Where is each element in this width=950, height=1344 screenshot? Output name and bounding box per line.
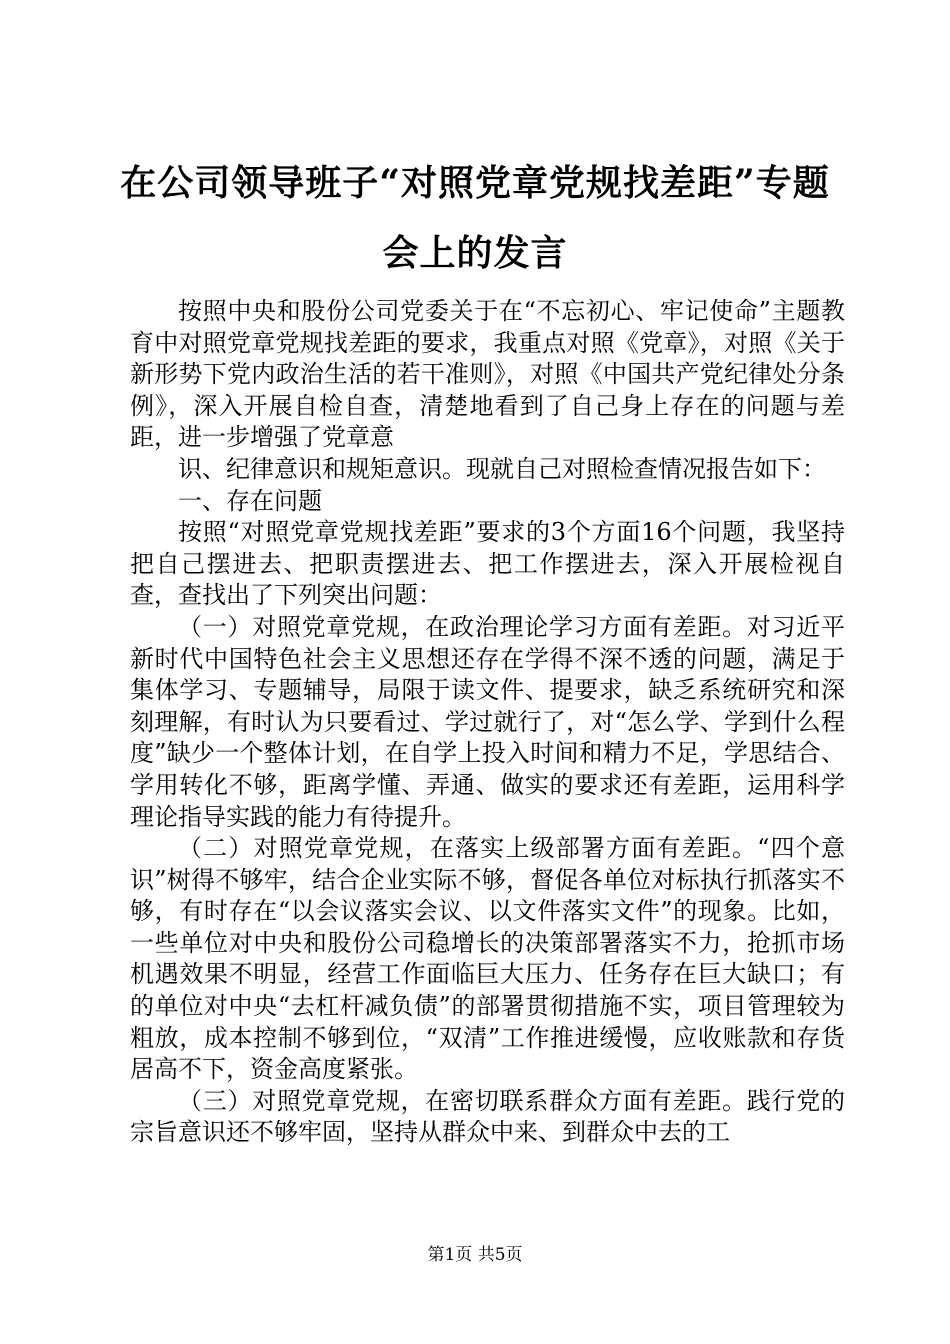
section-heading: 一、存在问题 [178,486,322,515]
paragraph-item-1: （一）对照党章党规，在政治理论学习方面有差距。对习近平新时代中国特色社会主义思想还存在学得不深不透的问题，满足于集体学习、专题辅导，局限于读文件、提要求，缺乏系统研究和深刻理解，有时认为只要看过、学过就行了，对“怎么学、学到什么程度”缺少一个整体计划，在自学上投入时间和精力不足，学思结合、学用转化不够，距离学懂、弄通、做实的要求还有差距，运用科学理论指导实践的能力有待提升。 [130,612,845,831]
paragraph-item-2: （二）对照党章党规，在落实上级部署方面有差距。“四个意识”树得不够牢，结合企业实际不够，督促各单位对标执行抓落实不够，有时存在“以会议落实会议、以文件落实文件”的现象。比如，一些单位对中央和股份公司稳增长的决策部署落实不力，抢抓市场机遇效果不明显，经营工作面临巨大压力、任务存在巨大缺口；有的单位对中央“去杠杆减负债”的部署贯彻措施不实，项目管理较为粗放，成本控制不够到位，“双清”工作推进缓慢，应收账款和存货居高不下，资金高度紧张。 [130,834,845,1084]
document-body [130,296,845,1149]
page-footer: 第1页 共5页 [427,1245,523,1265]
document-title [100,148,850,288]
paragraph-intro: 按照中央和股份公司党委关于在“不忘初心、牢记使命”主题教育中对照党章党规找差距的要求，我重点对照《党章》，对照《关于新形势下党内政治生活的若干准则》，对照《中国共产党纪律处分条例》，深入开展自检自查，清楚地看到了自己身上存在的问题与差距，进一步增强了党章意 [130,297,845,452]
paragraph-overview: 按照“对照党章党规找差距”要求的3个方面16个问题，我坚持把自己摆进去、把职责摆进去、把工作摆进去，深入开展检视自查，查找出了下列突出问题： [130,518,845,610]
paragraph-intro-continued: 识、纪律意识和规矩意识。现就自己对照检查情况报告如下： [178,454,826,483]
title-line-2: 会上的发言 [382,232,568,274]
paragraph-item-3: （三）对照党章党规，在密切联系群众方面有差距。践行党的宗旨意识还不够牢固，坚持从群众中来、到群众中去的工 [130,1086,845,1147]
title-line-1: 在公司领导班子“对照党章党规找差距”专题 [120,162,830,204]
